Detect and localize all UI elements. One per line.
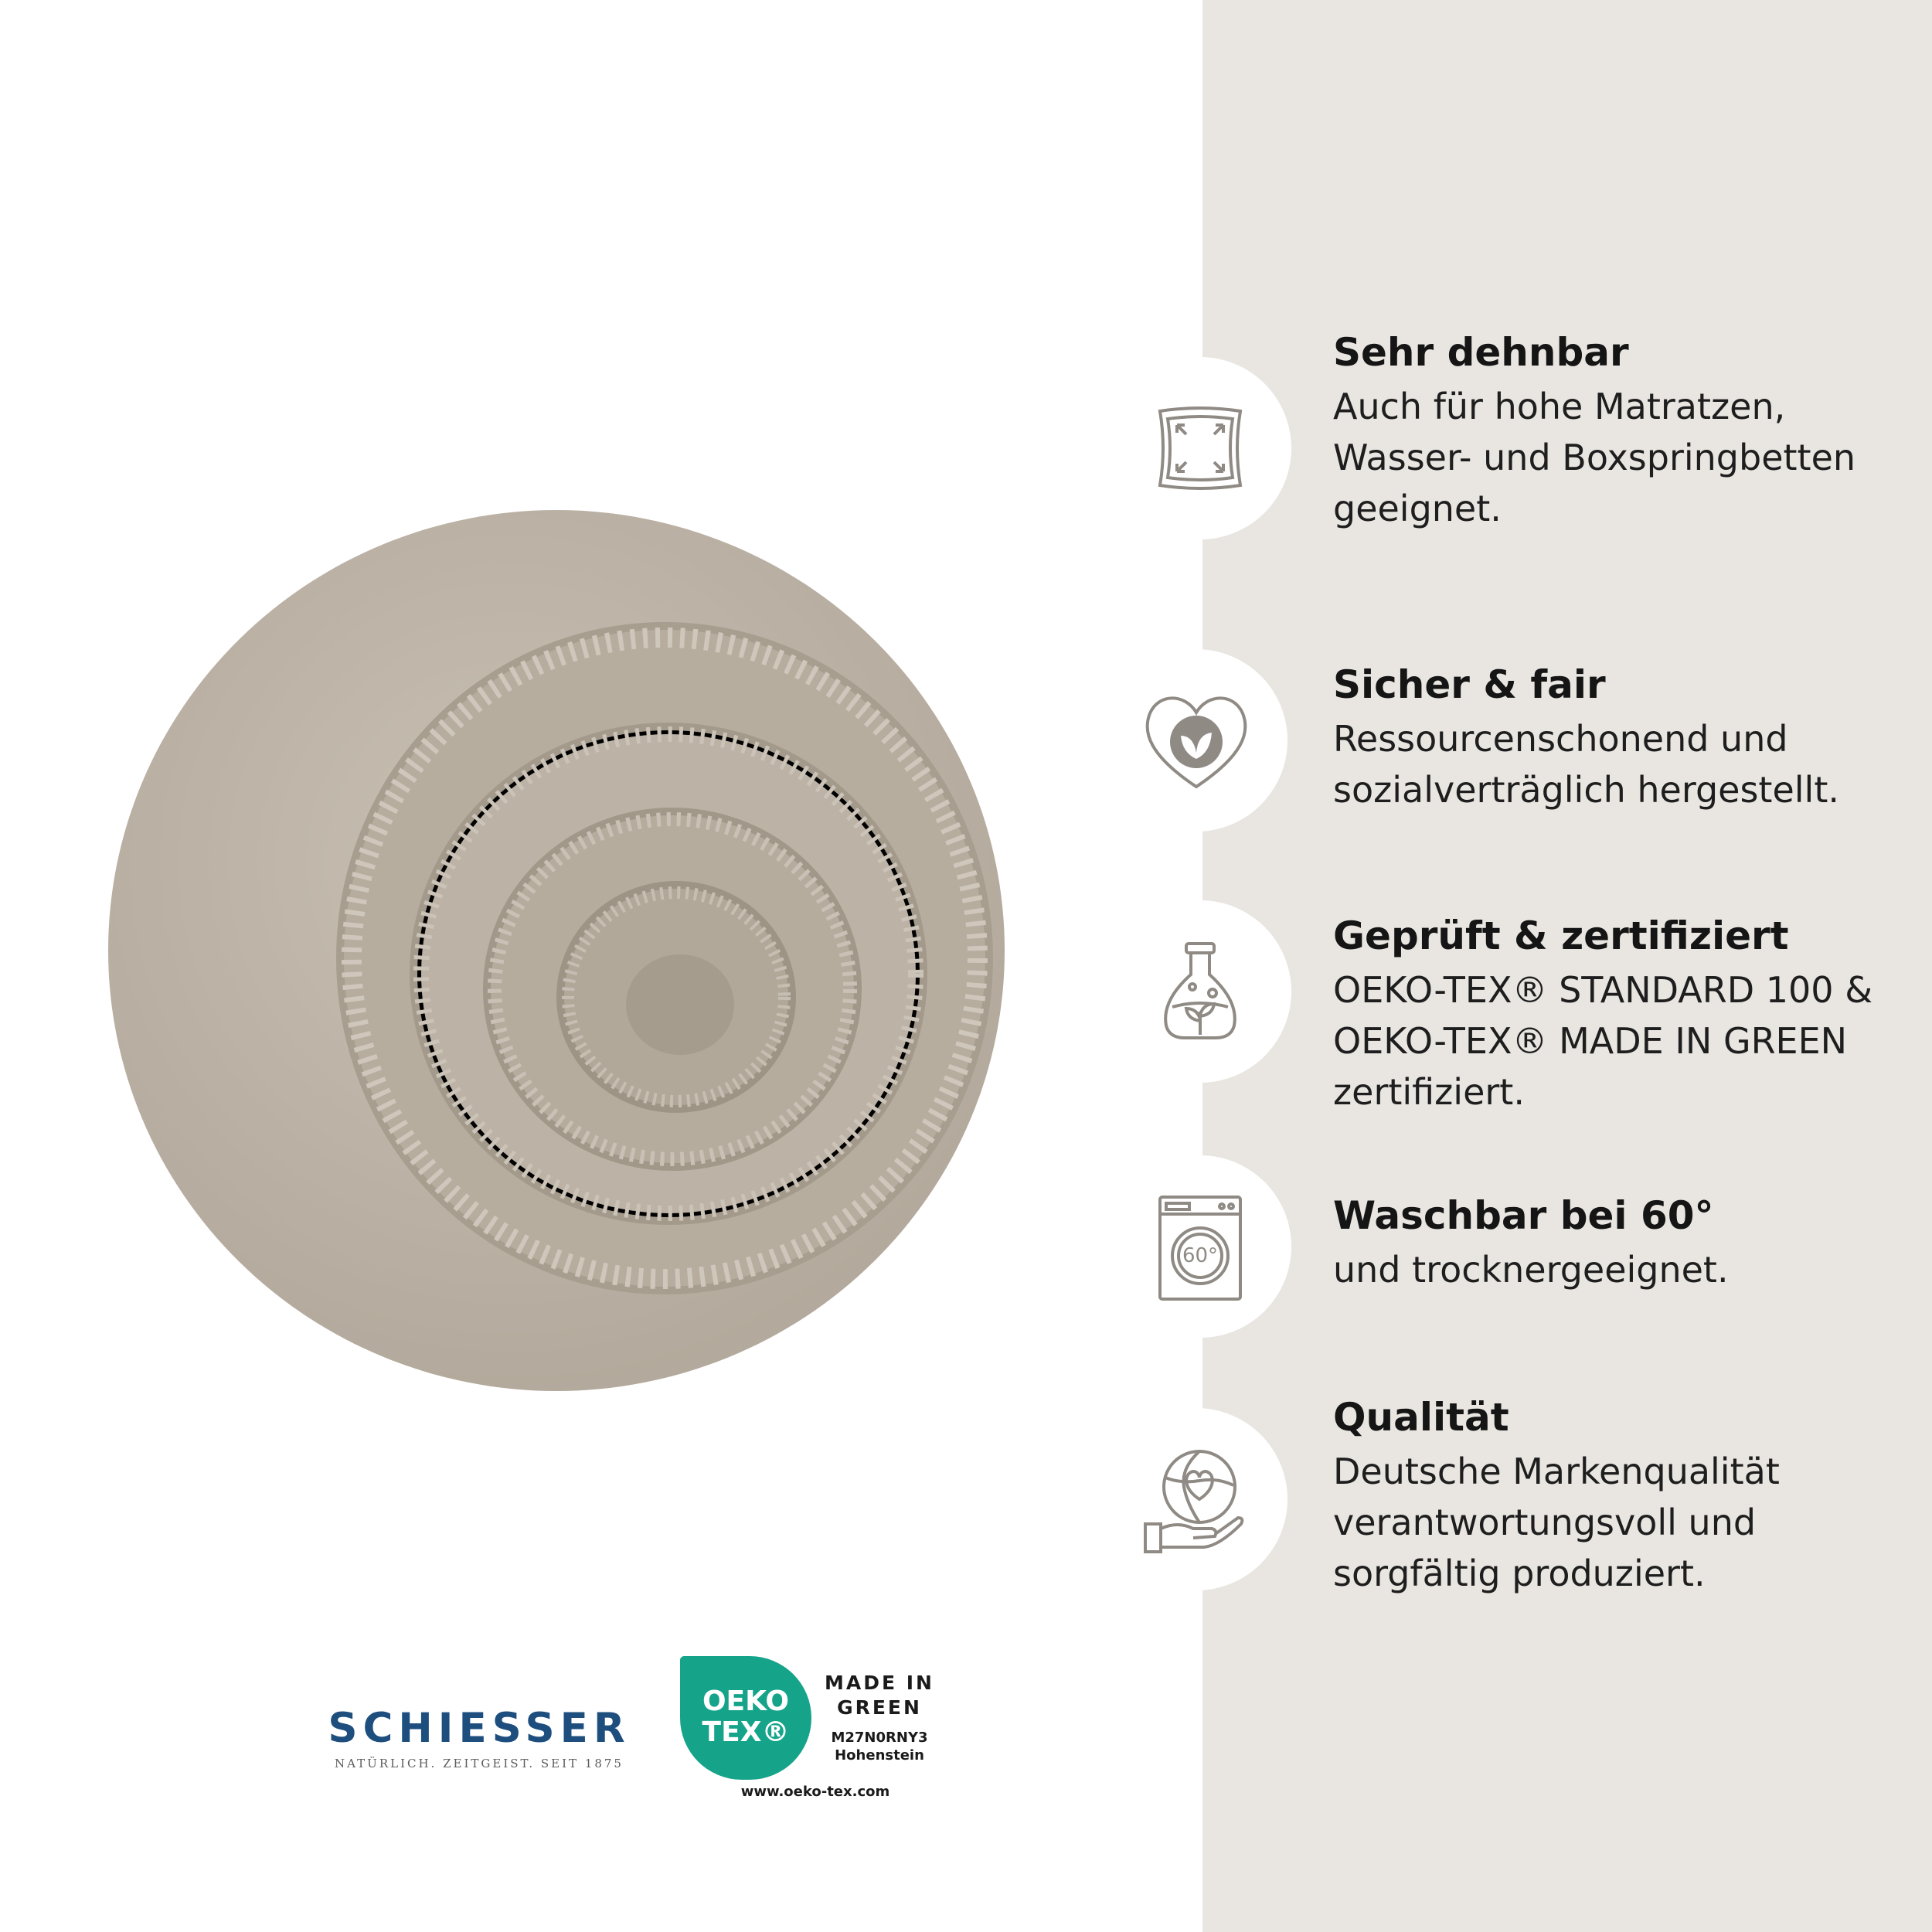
feature-desc-line: Auch für hohe Matratzen, <box>1333 386 1786 427</box>
feature-desc-line: geeignet. <box>1333 488 1502 529</box>
oekotex-url: www.oeko-tex.com <box>740 1784 890 1800</box>
made-in-green-institute: Hohenstein <box>835 1747 924 1764</box>
schiesser-logo <box>317 1704 641 1770</box>
feature-stretch <box>1333 328 1905 534</box>
made-in-green-line2: GREEN <box>837 1696 922 1719</box>
quality-icon-circle <box>1105 1408 1287 1590</box>
feature-desc-line: zertifiziert. <box>1333 1071 1525 1113</box>
certified-icon-circle <box>1109 900 1291 1083</box>
feature-washable <box>1333 1192 1905 1295</box>
feature-certified <box>1333 912 1905 1117</box>
heart-leaves-icon <box>1134 679 1258 802</box>
feature-desc-line: OEKO-TEX® MADE IN GREEN <box>1333 1020 1848 1062</box>
stretch-mattress-icon <box>1138 386 1262 510</box>
made-in-green-code: M27N0RNY3 <box>831 1730 928 1746</box>
schiesser-tagline: NATÜRLICH. ZEITGEIST. SEIT 1875 <box>335 1757 624 1770</box>
feature-fair <box>1333 661 1905 815</box>
feature-title: Geprüft & zertifiziert <box>1333 913 1789 958</box>
feature-desc-line: Ressourcenschonend und <box>1333 718 1788 760</box>
oekotex-badge-line1: OEKO <box>702 1685 790 1717</box>
feature-desc-line: sorgfältig produziert. <box>1333 1553 1706 1594</box>
oekotex-badge <box>680 1656 811 1780</box>
feature-quality <box>1333 1393 1905 1599</box>
feature-desc-line: und trocknergeeignet. <box>1333 1249 1729 1291</box>
hand-globe-heart-icon <box>1134 1437 1258 1561</box>
feature-title: Sehr dehnbar <box>1333 330 1629 375</box>
washable-icon-circle <box>1109 1155 1291 1338</box>
made-in-green-line1: MADE IN <box>825 1672 934 1694</box>
washing-machine-icon <box>1138 1185 1262 1308</box>
fair-icon-circle <box>1105 649 1287 832</box>
schiesser-brand-name: SCHIESSER <box>328 1705 631 1752</box>
feature-desc-line: OEKO-TEX® STANDARD 100 & <box>1333 969 1873 1011</box>
feature-title: Sicher & fair <box>1333 662 1606 707</box>
feature-title: Waschbar bei 60° <box>1333 1193 1714 1238</box>
wash-temperature-label: 60° <box>1182 1244 1219 1267</box>
feature-desc-line: Wasser- und Boxspringbetten <box>1333 437 1856 478</box>
rolled-fitted-sheet-image <box>108 502 1082 1430</box>
flask-plant-icon <box>1138 930 1262 1053</box>
feature-desc-line: sozialverträglich hergestellt. <box>1333 769 1839 811</box>
oekotex-badge-line2: TEX® <box>702 1716 790 1748</box>
stretch-icon-circle <box>1109 357 1291 539</box>
made-in-green-label <box>818 1671 941 1765</box>
feature-desc-line: verantwortungsvoll und <box>1333 1502 1757 1543</box>
feature-title: Qualität <box>1333 1395 1509 1440</box>
feature-desc-line: Deutsche Markenqualität <box>1333 1451 1780 1492</box>
